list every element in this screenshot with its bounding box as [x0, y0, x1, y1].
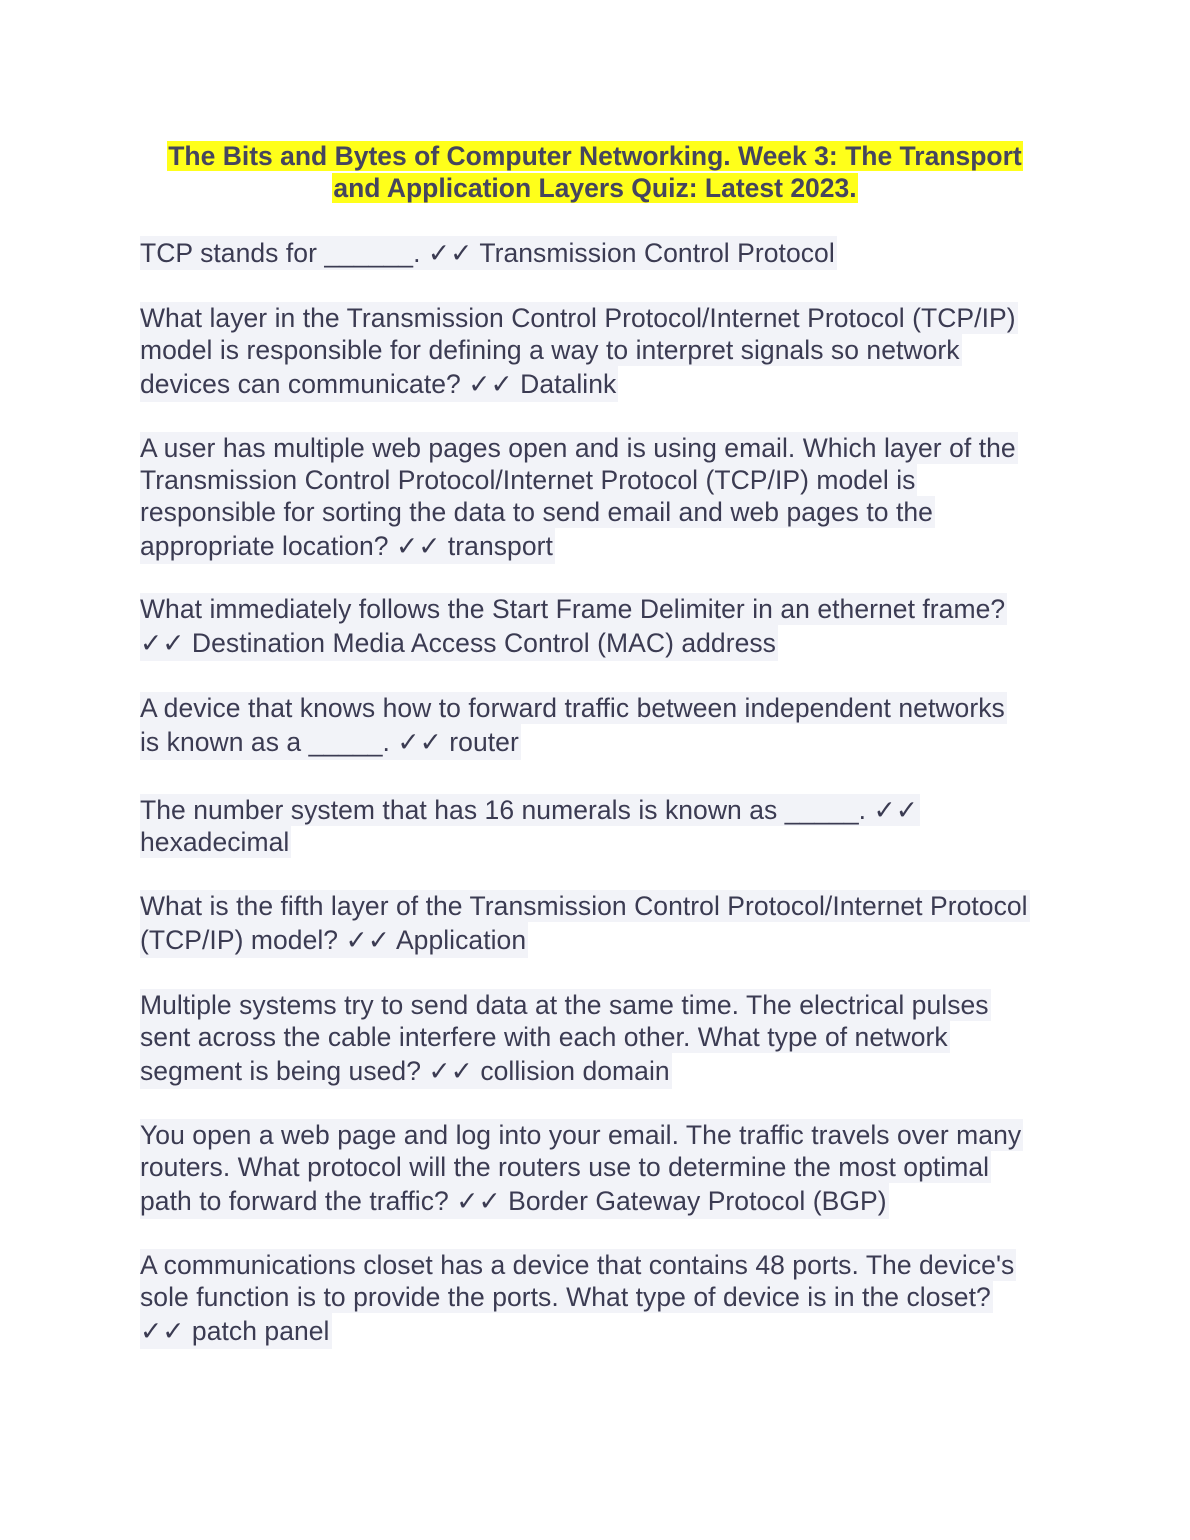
qa-line: What is the fifth layer of the Transmission Control Protocol/Internet Protocol — [140, 891, 1028, 921]
qa-item-1 — [140, 236, 1055, 270]
title-line-2: and Application Layers Quiz: Latest 2023. — [333, 173, 857, 203]
qa-item-5 — [140, 692, 1055, 760]
qa-line: ✓✓ Destination Media Access Control (MAC) address — [140, 625, 778, 661]
qa-line: Multiple systems try to send data at the same time. The electrical pulses — [140, 990, 989, 1020]
qa-item-10 — [140, 1249, 1055, 1349]
qa-item-7 — [140, 890, 1055, 958]
qa-line: responsible for sorting the data to send email and web pages to the — [140, 497, 933, 527]
qa-line: segment is being used? ✓✓ collision domain — [140, 1053, 672, 1089]
qa-line: devices can communicate? ✓✓ Datalink — [140, 366, 618, 402]
qa-line: model is responsible for defining a way to interpret signals so network — [140, 335, 960, 365]
qa-line: A device that knows how to forward traffic between independent networks — [140, 693, 1005, 723]
qa-line: sent across the cable interfere with each other. What type of network — [140, 1022, 948, 1052]
qa-line: appropriate location? ✓✓ transport — [140, 528, 555, 564]
qa-item-2 — [140, 302, 1055, 402]
qa-line: sole function is to provide the ports. What type of device is in the closet? — [140, 1282, 991, 1312]
qa-line: The number system that has 16 numerals is known as _____. ✓✓ — [140, 795, 919, 825]
qa-line: ✓✓ patch panel — [140, 1313, 332, 1349]
qa-line: hexadecimal — [140, 827, 290, 857]
qa-item-4 — [140, 593, 1055, 661]
qa-line: Transmission Control Protocol/Internet Protocol (TCP/IP) model is — [140, 465, 916, 495]
qa-item-9 — [140, 1119, 1055, 1219]
qa-line: path to forward the traffic? ✓✓ Border Gateway Protocol (BGP) — [140, 1183, 889, 1219]
qa-item-8 — [140, 989, 1055, 1089]
qa-line: A user has multiple web pages open and is using email. Which layer of the — [140, 433, 1016, 463]
qa-item-6 — [140, 794, 1055, 858]
qa-line: A communications closet has a device that contains 48 ports. The device's — [140, 1250, 1015, 1280]
qa-line: is known as a _____. ✓✓ router — [140, 724, 521, 760]
qa-line: What layer in the Transmission Control Protocol/Internet Protocol (TCP/IP) — [140, 303, 1016, 333]
title-line-1: The Bits and Bytes of Computer Networking. Week 3: The Transport — [168, 141, 1022, 171]
qa-line: You open a web page and log into your email. The traffic travels over many — [140, 1120, 1022, 1150]
qa-line: (TCP/IP) model? ✓✓ Application — [140, 922, 528, 958]
document-title — [140, 140, 1050, 204]
qa-line: routers. What protocol will the routers use to determine the most optimal — [140, 1152, 990, 1182]
qa-line: TCP stands for ______. ✓✓ Transmission Control Protocol — [140, 238, 835, 268]
qa-item-3 — [140, 432, 1055, 564]
qa-line: What immediately follows the Start Frame Delimiter in an ethernet frame? — [140, 594, 1006, 624]
